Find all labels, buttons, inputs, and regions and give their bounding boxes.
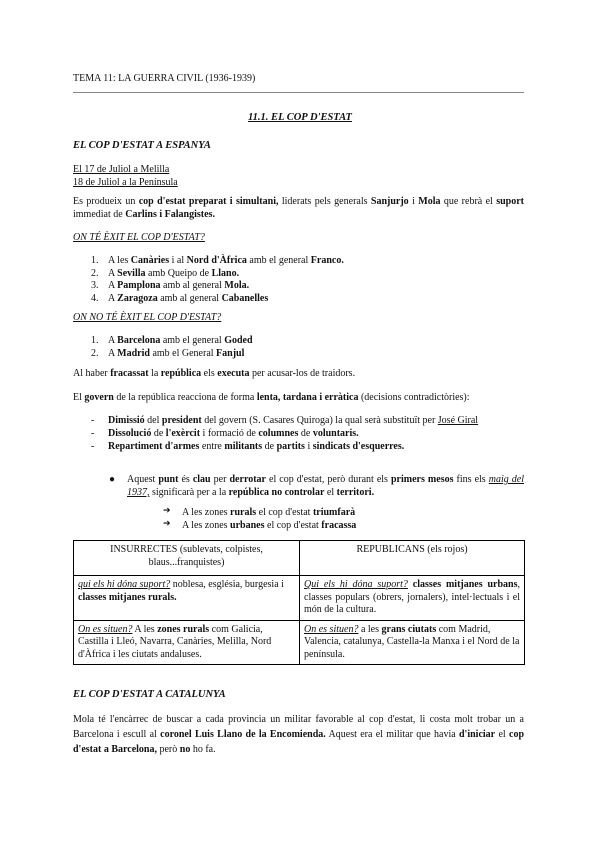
measures-list <box>73 414 524 453</box>
cell-republicans-suport: Qui els hi dóna suport? classes mitjanes urbans, classes populars (obrers, jornalers), intel·lectuals i el món de la cultura. <box>300 576 525 621</box>
question-fail: ON NO TÉ ÈXIT EL COP D'ESTAT? <box>73 312 222 323</box>
paragraph-cop-estat: Es produeix un cop d'estat preparat i simultani, liderats pels generals Sanjurjo i Mola que rebrà el suport immediat de Carlins i Falangistes. <box>73 196 525 220</box>
paragraph-executa: Al haber fracassat la república els executa per acusar-los de traidors. <box>73 368 356 379</box>
list-item: - Dimissió del president del govern (S. Casares Quiroga) la qual serà substituït per José Giral <box>91 415 479 426</box>
paragraph-catalunya: Mola té l'encàrrec de buscar a cada provincia un militar favorable al cop d'estat, li costa molt trobar un a Barcelona i escull al coronel Luis Llano de la Encomienda. Aquest era el militar que havia d'iniciar el cop d'estat a Barcelona, però no ho fa. <box>73 714 524 755</box>
list-item: 2. A Madrid amb el General Fanjul <box>91 347 245 359</box>
paragraph-govern: El govern de la república reacciona de forma lenta, tardana i erràtica (decisions contradictòries): <box>73 392 470 403</box>
date-melilla: El 17 de Juliol a Melilla <box>73 164 170 175</box>
list-item: ➔ A les zones urbanes el cop d'estat fracassa <box>163 518 357 531</box>
bullet-paragraph: ● Aquest punt és clau per derrotar el cop d'estat, però durant els primers mesos fins els maig del 1937, significarà per a la república no controlar el territori. <box>109 474 524 498</box>
cell-insurrectes-situen: On es situen? A les zones rurals com Galicia, Castilla i Lleó, Navarra, Canàries, Melilla, Nord d'Àfrica i les ciutats andaluses. <box>74 620 300 665</box>
list-item: - Dissolució de l'exèrcit i formació de columnes de voluntaris. <box>91 428 359 439</box>
question-success: ON TÉ ÈXIT EL COP D'ESTAT? <box>73 232 205 243</box>
comparison-table <box>73 540 525 665</box>
header-republicans: REPUBLICANS (els rojos) <box>300 541 525 576</box>
fail-list <box>73 334 524 359</box>
list-item: ➔ A les zones rurals el cop d'estat triumfarà <box>163 506 356 518</box>
arrow-right-icon: ➔ <box>163 506 171 516</box>
list-item: 2. A Sevilla amb Queipo de Llano. <box>91 267 240 279</box>
header-insurrectes: INSURRECTES (sublevats, colpistes, blaus...franquistes) <box>74 541 300 576</box>
list-item: - Repartiment d'armes entre militants de partits i sindicats d'esquerres. <box>91 441 405 452</box>
list-item: 4. A Zaragoza amb al general Cabanelles <box>91 292 269 304</box>
heading-espanya: EL COP D'ESTAT A ESPANYA <box>73 140 211 151</box>
arrow-right-icon: ➔ <box>163 518 171 529</box>
date-peninsula: 18 de Juliol a la Península <box>73 177 178 188</box>
dates-block <box>73 163 178 189</box>
section-title: 11.1. EL COP D'ESTAT <box>248 112 352 123</box>
table-row <box>74 620 525 665</box>
cell-republicans-situen: On es situen? a les grans ciutats com Madrid, Valencia, catalunya, Castella-la Manxa i el Nord de la península. <box>300 620 525 665</box>
list-item: 1. A les Canàries i al Nord d'Àfrica amb el general Franco. <box>91 255 344 266</box>
table-row <box>74 576 525 621</box>
list-item: 1. A Barcelona amb el general Goded <box>91 335 253 346</box>
table-header-row <box>74 541 525 576</box>
heading-catalunya: EL COP D'ESTAT A CATALUNYA <box>73 689 226 700</box>
list-item: 3. A Pamplona amb al general Mola. <box>91 280 250 291</box>
cell-insurrectes-suport: qui els hi dóna suport? noblesa, església, burgesia i classes mitjanes rurals. <box>74 576 300 621</box>
bullet-dot: ● <box>109 474 116 485</box>
success-list <box>73 254 524 304</box>
document-header: TEMA 11: LA GUERRA CIVIL (1936-1939) <box>73 73 256 84</box>
arrow-list <box>73 506 524 531</box>
header-rule <box>73 92 524 93</box>
